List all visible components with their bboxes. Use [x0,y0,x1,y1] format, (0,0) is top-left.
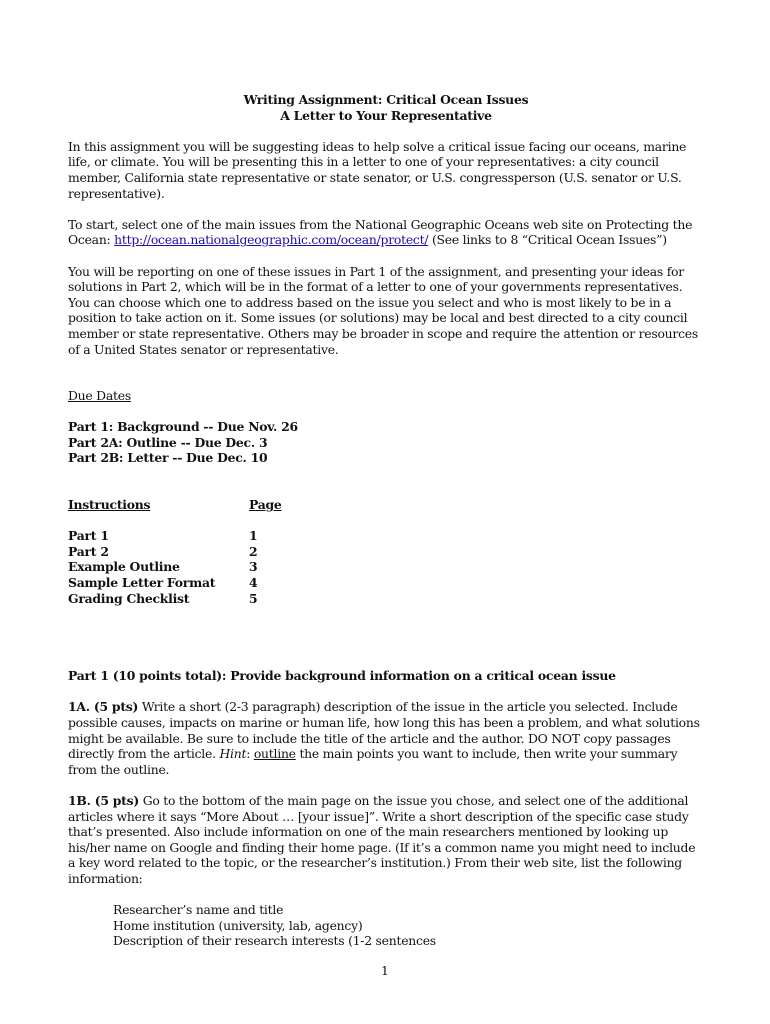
national-geographic-link[interactable]: http://ocean.nationalgeographic.com/ocean/protect/ [114,232,429,248]
page-number: 1 [381,963,389,978]
list-item: Home institution (university, lab, agency) [113,917,363,933]
toc-page: 2 [249,543,258,559]
outline-word: outline [253,746,296,762]
toc-page: 1 [249,528,258,544]
part1b-paragraph [68,793,704,887]
instructions-toc-header [68,497,704,513]
hint-label: Hint [219,746,247,762]
title-line-1: Writing Assignment: Critical Ocean Issues [243,92,529,107]
due-date-item: Part 1: Background -- Due Nov. 26 [68,419,298,435]
part1a-text: Write a short (2-3 paragraph) description of the issue in the article you selected. Include possible causes, impacts on marine or human life, how long this has been a problem, and what solutions might be available. Be sure to include the title of the article and the author. DO NOT copy passages directly from the article. [68,699,700,762]
list-item: Researcher’s name and title [113,902,284,918]
toc-label: Sample Letter Format [68,575,216,591]
reporting-paragraph: You will be reporting on one of these issues in Part 1 of the assignment, and presenting your ideas for solutions in Part 2, which will be in the format of a letter to one of your governments representatives. You can choose which one to address based on the issue you select and who is most likely to be in a position to take action on it. Some issues (or solutions) may be local and best directed to a city council member or state representative. Others may be broader in scope and require the attention or resources of a United States senator or representative. [68,263,698,357]
toc-page: 5 [249,590,258,606]
part1a-label: 1A. (5 pts) [68,699,139,715]
toc-label: Part 2 [68,543,109,559]
part1a-paragraph [68,699,704,777]
researcher-info-list [68,902,704,949]
title-line-2: A Letter to Your Representative [280,107,492,123]
toc-page: 3 [249,559,258,575]
toc-page: 4 [249,575,258,591]
toc-label: Part 1 [68,528,109,544]
intro-paragraph: In this assignment you will be suggesting ideas to help solve a critical issue facing our oceans, marine life, or climate. You will be presenting this in a letter to one of your representatives: a city council member, California state representative or state senator, or U.S. congressperson (U.S. senator or U.S. representative). [68,138,687,201]
part1b-text: Go to the bottom of the main page on the issue you chose, and select one of the additional articles where it says “More About … [your issue]”. Write a short description of the specific case study that’s presented. Also include information on one of the main researchers mentioned by looking up his/her name on Google and finding their home page. (If it’s a common name you might need to include a key word related to the topic, or the researcher’s institution.) From their web site, list the following information: [68,792,696,886]
toc-heading: Instructions [68,497,151,513]
list-item: Description of their research interests (1-2 sentences [113,933,436,949]
due-dates-heading: Due Dates [68,388,131,404]
start-text: To start, select one of the main issues from the National Geographic Oceans web site on Protecting the Ocean: [68,216,693,248]
due-dates-list [68,419,704,466]
part1-heading: Part 1 (10 points total): Provide background information on a critical ocean issue [68,668,616,684]
instructions-toc [68,528,704,606]
hint-colon: : [246,746,254,762]
due-date-item: Part 2A: Outline -- Due Dec. 3 [68,434,268,450]
start-text-after: (See links to 8 “Critical Ocean Issues”) [428,232,667,248]
toc-label: Grading Checklist [68,590,190,606]
part1a-text-end: the main points you want to include, then write your summary from the outline. [68,746,678,777]
toc-label: Example Outline [68,559,180,575]
toc-page-heading: Page [249,497,282,513]
document-body [68,92,704,949]
due-date-item: Part 2B: Letter -- Due Dec. 10 [68,450,268,466]
part1b-label: 1B. (5 pts) [68,792,139,808]
start-paragraph [68,217,704,248]
